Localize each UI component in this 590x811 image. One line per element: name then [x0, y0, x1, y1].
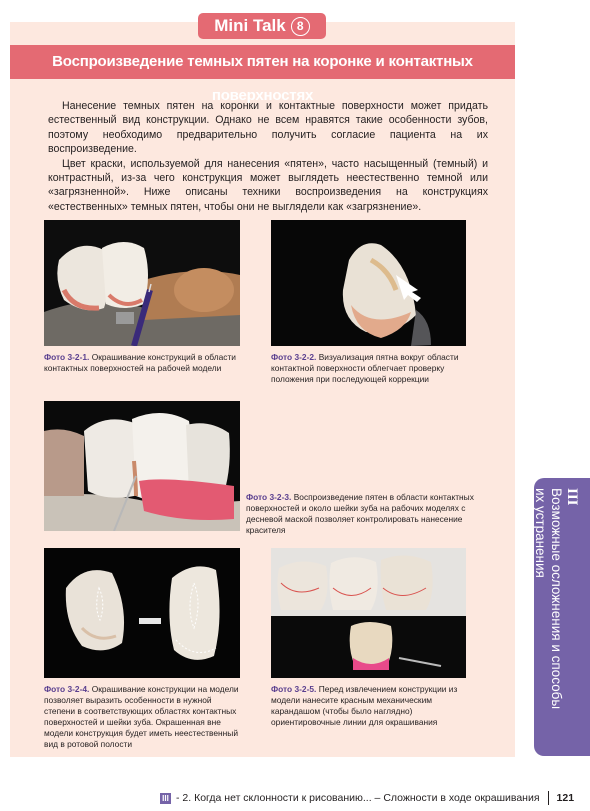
photo-3-2-2	[271, 220, 466, 346]
footer-running-title: - 2. Когда нет склонности к рисованию... – Сложности в ходе окрашивания	[176, 792, 540, 804]
mini-talk-badge	[198, 13, 326, 39]
intro-paragraph-2: Цвет краски, используемой для нанесения «пятен», часто насыщенный (темный) и контрастный, из-за чего конструкция может выглядеть неестественно темной или «загрязненной». Ниже описаны техники воспроизведения на конструкциях «естественных» темных пятен, чтобы они не выглядели как «загрязнение».	[48, 157, 488, 213]
caption-3-2-3	[246, 492, 486, 536]
chapter-roman-numeral: III	[564, 488, 580, 506]
page-footer	[160, 791, 574, 805]
chapter-marker-icon: III	[160, 793, 171, 804]
caption-text: Окрашивание конструкции на модели позволяет выразить особенности в нужной степени в соответствующих областях контактных поверхностей и шейки зуба. Окрашенная вне модели конструкция будет иметь неестественный вид в ротовой полости	[44, 684, 239, 749]
photo-3-2-4	[44, 548, 240, 678]
caption-3-2-4	[44, 684, 244, 750]
caption-label: Фото 3-2-1.	[44, 352, 90, 362]
page-number: 121	[556, 792, 575, 804]
chapter-tab-text	[533, 488, 580, 710]
photo-3-2-3	[44, 401, 240, 531]
caption-text: Визуализация пятна вокруг области контактной поверхности облегчает проверку положения при последующей коррекции	[271, 352, 459, 384]
chapter-title-line-2: их устранения	[533, 488, 548, 578]
caption-label: Фото 3-2-2.	[271, 352, 317, 362]
caption-text: Окрашивание конструкций в области контактных поверхностей на рабочей модели	[44, 352, 236, 373]
caption-3-2-2	[271, 352, 471, 385]
caption-label: Фото 3-2-3.	[246, 492, 292, 502]
caption-text: Воспроизведение пятен в области контактных поверхностей и около шейки зуба на рабочих моделях с десневой маской позволяет контролировать нанесение красителя	[246, 492, 474, 535]
badge-number: 8	[291, 17, 310, 36]
photo-3-2-1	[44, 220, 240, 346]
caption-text: Перед извлечением конструкции из модели нанесите красным механическим карандашом (чтобы было наглядно) ориентировочные линии для окрашивания	[271, 684, 458, 727]
badge-label: Mini Talk	[214, 16, 286, 35]
caption-label: Фото 3-2-4.	[44, 684, 90, 694]
intro-paragraph-1: Нанесение темных пятен на коронки и контактные поверхности может придать естественный вид конструкции. Однако не всем нравятся такие особенности зубов, поэтому необходимо предварительно получить согласие пациента на их воспроизведение.	[48, 100, 488, 156]
page-title: Воспроизведение темных пятен на коронке и контактных поверхностях	[52, 53, 473, 104]
footer-divider	[548, 791, 549, 805]
caption-label: Фото 3-2-5.	[271, 684, 317, 694]
intro-text	[48, 99, 488, 214]
caption-3-2-1	[44, 352, 244, 374]
caption-3-2-5	[271, 684, 481, 728]
photo-3-2-5	[271, 548, 466, 678]
chapter-title-line-1: Возможные осложнения и способы	[549, 488, 564, 710]
